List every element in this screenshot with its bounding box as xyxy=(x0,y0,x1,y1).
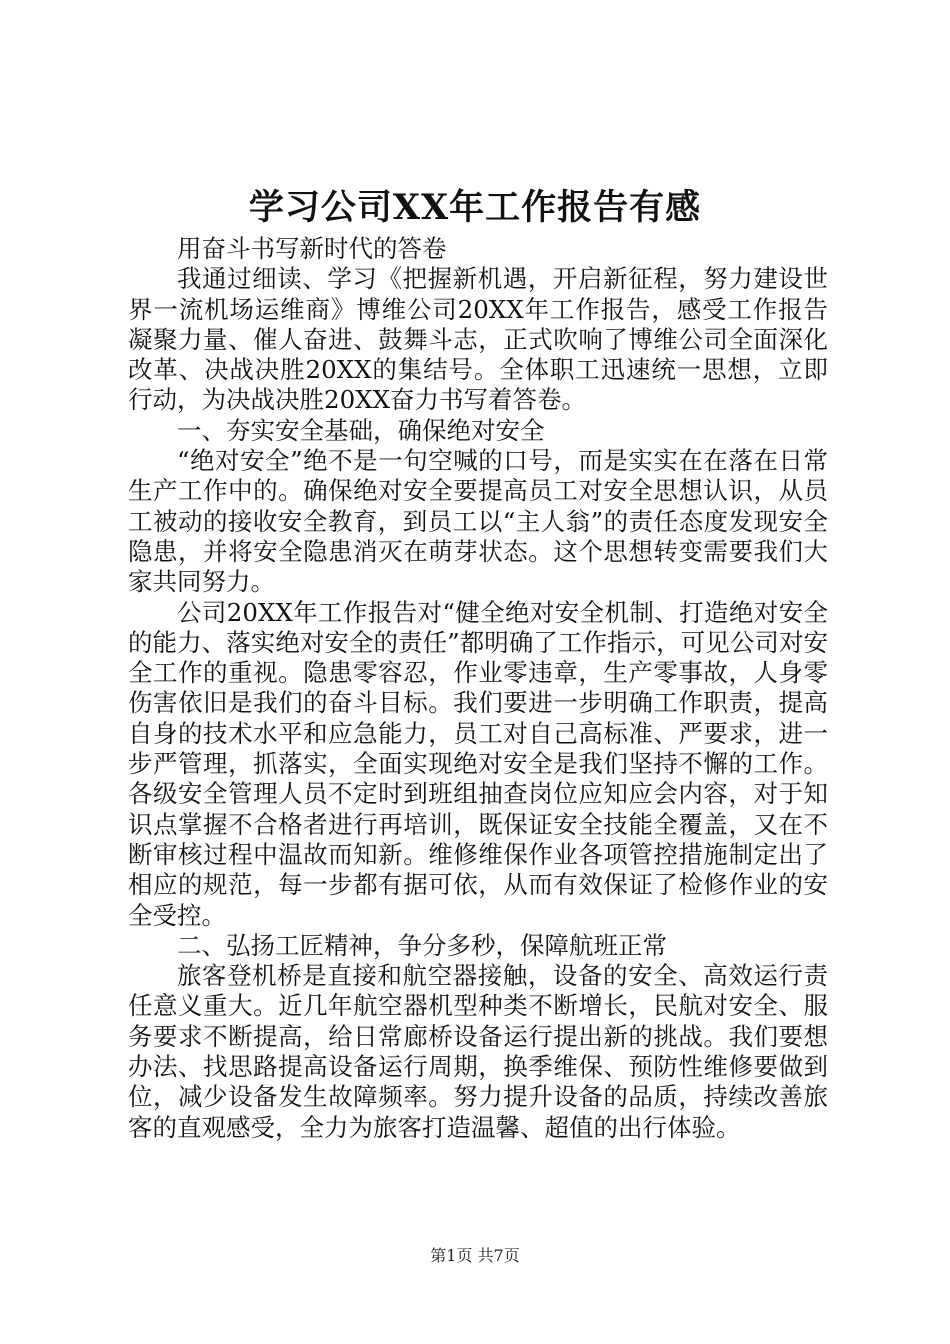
body-paragraph: “绝对安全”绝不是一句空喊的口号，而是实实在在落在日常生产工作中的。确保绝对安全要提高员工对安全思想认识，从员工被动的接收安全教育，到员工以“主人翁”的责任态度发现安全隐患，并将安全隐患消灭在萌芽状态。这个思想转变需要我们大家共同努力。 xyxy=(128,446,828,597)
subtitle-paragraph: 用奋斗书写新时代的答卷 xyxy=(177,234,447,263)
document-title: 学习公司XX年工作报告有感 xyxy=(248,187,702,228)
document-body xyxy=(128,234,828,1143)
body-paragraph: 公司20XX年工作报告对“健全绝对安全机制、打造绝对安全的能力、落实绝对安全的责任”都明确了工作指示，可见公司对安全工作的重视。隐患零容忍，作业零违章，生产零事故，人身零伤害依旧是我们的奋斗目标。我们要进一步明确工作职责，提高自身的技术水平和应急能力，员工对自己高标准、严要求，进一步严管理，抓落实，全面实现绝对安全是我们坚持不懈的工作。各级安全管理人员不定时到班组抽查岗位应知应会内容，对于知识点掌握不合格者进行再培训，既保证安全技能全覆盖，又在不断审核过程中温故而知新。维修维保作业各项管控措施制定出了相应的规范，每一步都有据可依，从而有效保证了检修作业的安全受控。 xyxy=(128,597,828,930)
section-heading-1: 一、夯实安全基础，确保绝对安全 xyxy=(177,415,545,445)
page-number-footer: 第1页 共7页 xyxy=(430,1246,520,1265)
intro-paragraph: 我通过细读、学习《把握新机遇，开启新征程，努力建设世界一流机场运维商》博维公司20XX年工作报告，感受工作报告凝聚力量、催人奋进、鼓舞斗志，正式吹响了博维公司全面深化改革、决战决胜20XX的集结号。全体职工迅速统一思想，立即行动，为决战决胜20XX奋力书写着答卷。 xyxy=(128,264,828,415)
body-paragraph: 旅客登机桥是直接和航空器接触，设备的安全、高效运行责任意义重大。近几年航空器机型种类不断增长，民航对安全、服务要求不断提高，给日常廊桥设备运行提出新的挑战。我们要想办法、找思路提高设备运行周期，换季维保、预防性维修要做到位，减少设备发生故障频率。努力提升设备的品质，持续改善旅客的直观感受，全力为旅客打造温馨、超值的出行体验。 xyxy=(128,961,828,1142)
section-heading-2: 二、弘扬工匠精神，争分多秒，保障航班正常 xyxy=(177,930,667,960)
